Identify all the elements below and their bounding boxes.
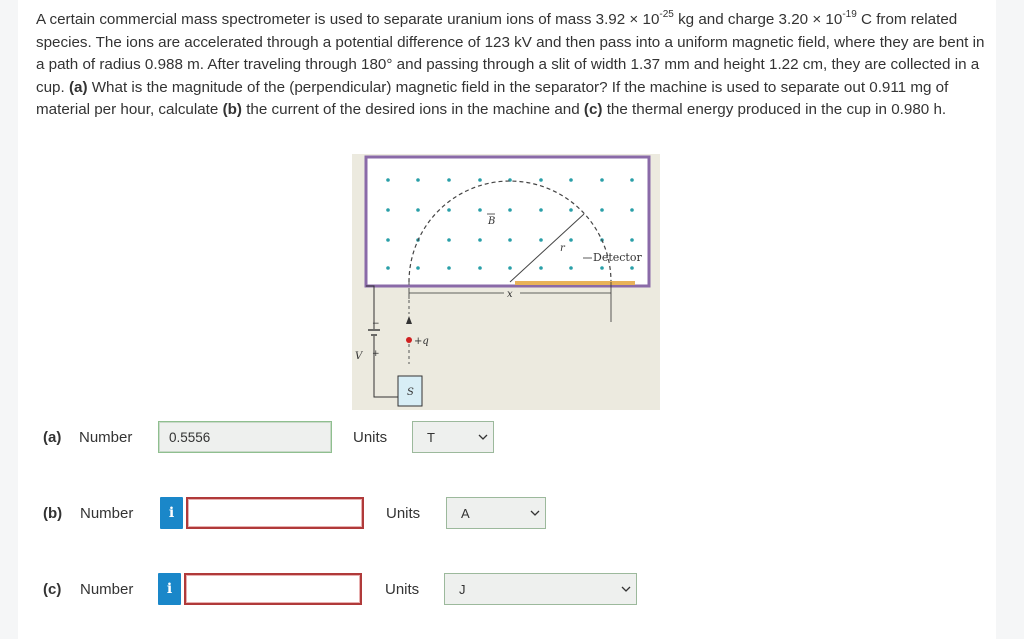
info-button[interactable]: i (160, 497, 183, 529)
part-a-number-label: Number (79, 429, 133, 446)
field-dot (600, 208, 604, 212)
field-dot (447, 266, 451, 270)
field-dot (416, 178, 420, 182)
radius-label: r (560, 243, 565, 254)
field-dot (478, 208, 482, 212)
field-dot (386, 266, 390, 270)
field-dot (630, 266, 634, 270)
part-a-number-input[interactable] (158, 421, 332, 453)
field-dot (569, 178, 573, 182)
field-dot (600, 178, 604, 182)
field-dot (630, 178, 634, 182)
part-c-unit-value: J (459, 582, 466, 597)
chevron-down-icon (621, 584, 631, 594)
field-dot (386, 238, 390, 242)
info-button[interactable]: i (158, 573, 181, 605)
detector-label: Detector (593, 251, 642, 264)
field-dot (569, 238, 573, 242)
chevron-down-icon (478, 432, 488, 442)
field-dot (600, 266, 604, 270)
chevron-down-icon (530, 508, 540, 518)
field-dot (508, 238, 512, 242)
part-a-units-label: Units (353, 429, 388, 446)
field-dot (386, 208, 390, 212)
chamber (366, 157, 649, 286)
part-c-row (0, 573, 1024, 607)
field-dot (630, 238, 634, 242)
field-dot (539, 178, 543, 182)
svg-text:−: − (372, 319, 380, 329)
part-c-units-select[interactable] (444, 573, 637, 605)
field-dot (569, 266, 573, 270)
field-dot (539, 238, 543, 242)
field-dot (508, 266, 512, 270)
field-dot (539, 266, 543, 270)
voltage-label: V (355, 351, 363, 362)
field-dot (386, 178, 390, 182)
part-b-number-input[interactable] (186, 497, 364, 529)
part-a-unit-value: T (427, 430, 435, 445)
field-dot (416, 266, 420, 270)
part-c-number-input[interactable] (184, 573, 362, 605)
field-dot (478, 178, 482, 182)
field-dot (630, 208, 634, 212)
part-a-units-select[interactable] (412, 421, 494, 453)
ion-charge (406, 337, 412, 343)
field-dot (416, 208, 420, 212)
part-b-unit-value: A (461, 506, 470, 521)
part-b-units-select[interactable] (446, 497, 546, 529)
charge-label: +q (414, 336, 429, 347)
part-a-label: (a) (43, 429, 62, 446)
part-a-row (0, 421, 1024, 455)
problem-statement: A certain commercial mass spectrometer is used to separate uranium ions of mass $3.92 \times 10^{-25}$ kg and charge $3.20 \times 10^{-19}$ C from related species. The ions are accelerated through a potential difference of 123 kV and then pass into a uniform magnetic field, where they are bent in a path of radius 0.988 m. After traveling through 180° and passing through a slit of width 1.37 mm and height 1.22 cm, they are collected in a cup. (a) What is the magnitude of the (perpendicular) magnetic field in the separator? If the machine is used to separate out 0.911 mg of material per hour, calculate (b) the current of the desired ions in the machine and (c) the thermal energy produced in the cup in 0.980 h. (36, 8, 985, 118)
field-dot (539, 208, 543, 212)
field-dot (478, 238, 482, 242)
part-b-units-label: Units (386, 505, 421, 522)
field-dot (478, 266, 482, 270)
field-dot (569, 208, 573, 212)
field-dot (508, 208, 512, 212)
field-dot (447, 208, 451, 212)
field-dot (447, 178, 451, 182)
field-dot (447, 238, 451, 242)
part-c-number-label: Number (80, 581, 134, 598)
part-c-units-label: Units (385, 581, 420, 598)
part-c-label: (c) (43, 581, 62, 598)
field-label: B (488, 216, 496, 227)
detector-plate (515, 281, 635, 285)
part-b-row (0, 497, 1024, 531)
svg-text:+: + (372, 349, 380, 359)
x-label: x (507, 289, 513, 300)
mass-spectrometer-figure (352, 154, 660, 410)
source-label: S (407, 387, 414, 398)
part-b-label: (b) (43, 505, 63, 522)
part-b-number-label: Number (80, 505, 134, 522)
